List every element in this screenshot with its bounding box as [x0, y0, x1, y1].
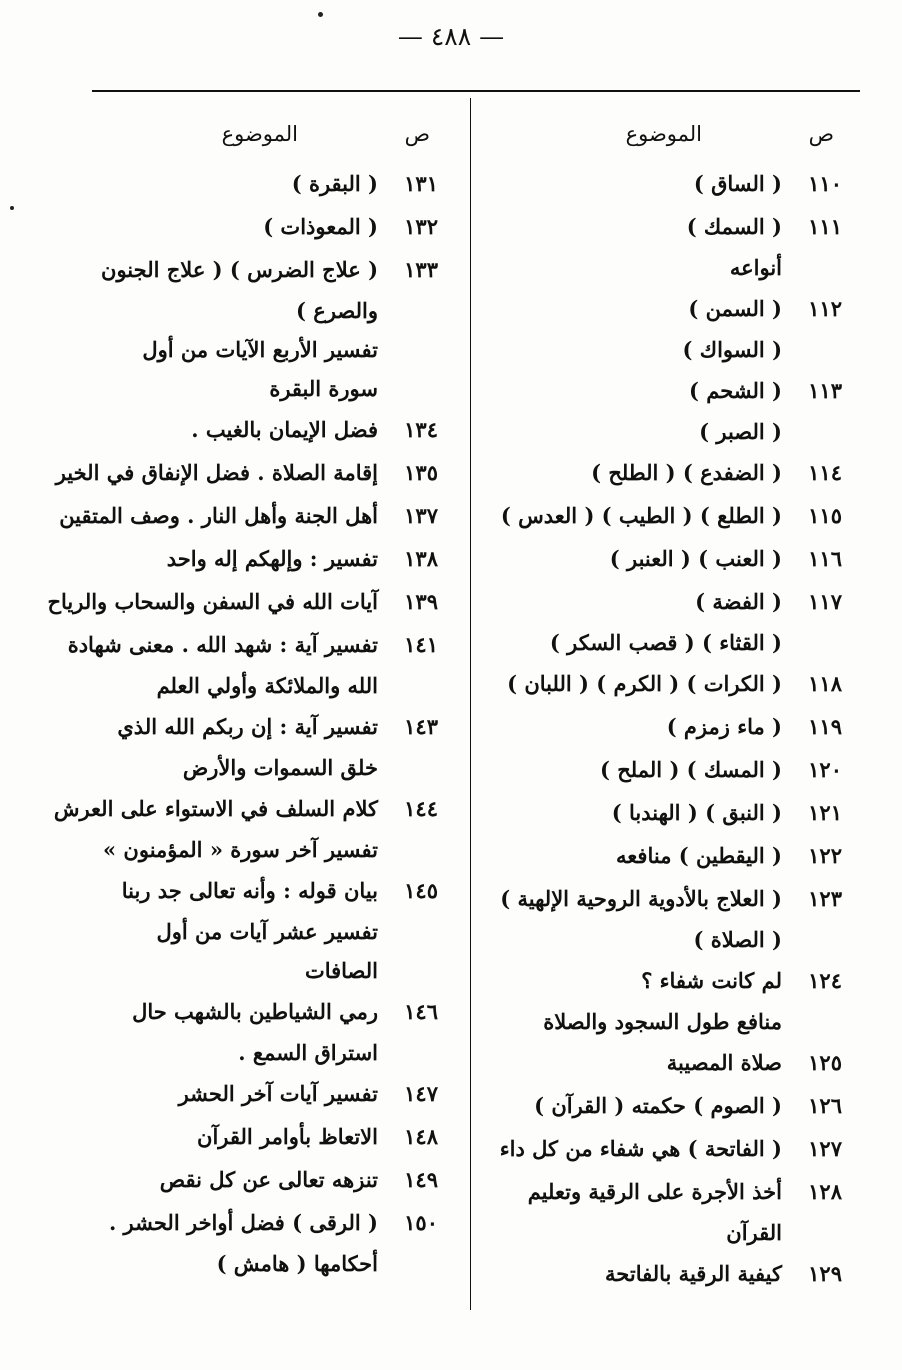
entry-topic	[490, 287, 782, 369]
index-entry	[490, 162, 842, 205]
entry-topic-line: أخذ الأجرة على الرقية وتعليم	[527, 1179, 782, 1204]
entry-page-number: ١٢٨	[808, 1179, 842, 1204]
entry-page-number: ١٢٣	[808, 886, 842, 911]
index-entry	[490, 662, 842, 705]
entry-page-number: ١٣٧	[404, 503, 438, 528]
entry-topic	[92, 1158, 378, 1201]
index-entry	[490, 791, 842, 834]
entry-page-number: ١١٧	[808, 589, 842, 614]
entry-topic	[490, 959, 782, 1041]
entry-topic-line: ( العنب ) ( العنبر )	[609, 546, 782, 571]
index-entry	[490, 877, 842, 959]
entry-topic	[490, 834, 782, 877]
entry-topic-line: أحكامها ( هامش )	[216, 1251, 378, 1276]
index-entry	[92, 248, 438, 408]
entry-topic	[490, 1084, 782, 1127]
entry-page-number: ١٢٥	[808, 1050, 842, 1075]
entry-topic	[92, 1072, 378, 1115]
entry-topic-line: ( الطلع ) ( الطيب ) ( العدس )	[500, 503, 782, 528]
index-entry	[92, 1115, 438, 1158]
heading-page: ص	[808, 122, 834, 146]
entry-page-number: ١١٨	[808, 671, 842, 696]
entry-topic-line: ( الشحم )	[689, 378, 782, 403]
index-column-right	[490, 118, 842, 1295]
entry-topic	[490, 705, 782, 748]
entry-topic-line: ( النبق ) ( الهندبا )	[611, 800, 782, 825]
entry-topic	[490, 1170, 782, 1252]
entry-page-number: ١١١	[808, 214, 842, 239]
entry-page-number: ١٤٥	[404, 878, 438, 903]
entry-topic-line: تفسير آيات آخر الحشر	[178, 1081, 378, 1106]
entry-topic	[59, 494, 378, 537]
entry-page-number: ١٣٥	[404, 460, 438, 485]
entry-page-number: ١٣٩	[404, 589, 438, 614]
index-entry	[92, 205, 438, 248]
print-speck	[318, 12, 323, 17]
entry-topic	[490, 537, 782, 580]
entry-page-number: ١٢٤	[808, 968, 842, 993]
column-heading	[490, 118, 842, 162]
entry-topic-line: إقامة الصلاة . فضل الإنفاق في الخير	[55, 460, 378, 485]
entry-topic	[92, 990, 378, 1072]
entry-page-number: ١٢٦	[808, 1093, 842, 1118]
heading-page: ص	[404, 122, 430, 146]
entry-page-number: ١١٣	[808, 378, 842, 403]
index-entry	[490, 451, 842, 494]
entry-topic-line: تنزهه تعالى عن كل نقص	[159, 1167, 378, 1192]
entry-topic-line: القرآن	[726, 1220, 782, 1245]
heading-topic: الموضوع	[625, 122, 702, 146]
entry-page-number: ١١٩	[808, 714, 842, 739]
index-entry	[490, 748, 842, 791]
entry-topic	[92, 537, 378, 580]
index-entry	[490, 1127, 842, 1170]
entry-topic-line: ( الكرات ) ( الكرم ) ( اللبان )	[507, 671, 782, 696]
entry-topic	[92, 408, 378, 451]
entry-page-number: ١٢٢	[808, 843, 842, 868]
entry-topic-line: ( المسك ) ( الملح )	[600, 757, 782, 782]
entry-page-number: ١٣١	[404, 171, 438, 196]
entry-page-number: ١٤٣	[404, 714, 438, 739]
entry-topic-line: أنواعه	[729, 255, 782, 280]
entry-page-number: ١٤٦	[404, 999, 438, 1024]
entry-topic-line: صلاة المصيبة	[666, 1050, 782, 1075]
index-entry	[67, 623, 438, 705]
entry-page-number: ١١٥	[808, 503, 842, 528]
entry-topic	[54, 787, 378, 869]
column-divider	[470, 98, 471, 1310]
index-entry	[490, 494, 842, 537]
entry-topic	[92, 1201, 378, 1283]
entry-topic-line: تفسير آية : إن ربكم الله الذي	[117, 714, 378, 739]
index-entry	[92, 408, 438, 451]
column-heading	[92, 118, 438, 162]
entry-topic-line: ( السواك )	[682, 337, 782, 362]
index-entry	[92, 869, 438, 990]
entry-topic-line: رمي الشياطين بالشهب حال	[132, 999, 378, 1024]
entry-topic-line: سورة البقرة	[269, 376, 378, 401]
entry-topic-line: تفسير عشر آيات من أول	[156, 919, 378, 944]
index-entry	[490, 205, 842, 287]
index-entry	[490, 959, 842, 1041]
index-entry	[92, 705, 438, 787]
index-entry	[47, 580, 438, 623]
entry-topic-line: تفسير آية : شهد الله . معنى شهادة	[67, 632, 378, 657]
entry-topic-line: تفسير الأربع الآيات من أول	[142, 337, 378, 362]
entry-topic-line: ( علاج الضرس ) ( علاج الجنون	[101, 257, 378, 282]
entry-topic-line: كيفية الرقية بالفاتحة	[605, 1261, 782, 1286]
entry-topic-line: تفسير آخر سورة « المؤمنون »	[103, 837, 378, 862]
index-entry	[53, 787, 438, 869]
header-rule	[92, 90, 860, 92]
entry-topic-line: ( المعوذات )	[263, 214, 378, 239]
index-entry	[490, 1252, 842, 1295]
entry-topic-line: آيات الله في السفن والسحاب والرياح	[47, 589, 378, 614]
entry-page-number: ١٣٣	[404, 257, 438, 282]
entry-topic-line: الاتعاظ بأوامر القرآن	[197, 1124, 378, 1149]
entry-topic-line: استراق السمع .	[238, 1040, 378, 1065]
entry-topic-line: خلق السموات والأرض	[182, 755, 378, 780]
entry-topic	[490, 205, 782, 287]
entry-topic-line: تفسير : وإلهكم إله واحد	[166, 546, 378, 571]
entry-topic	[490, 369, 782, 451]
entry-topic-line: ( ماء زمزم )	[666, 714, 782, 739]
entry-page-number: ١٣٢	[404, 214, 438, 239]
entry-topic-line: أهل الجنة وأهل النار . وصف المتقين	[59, 503, 378, 528]
entry-page-number: ١٤١	[404, 632, 438, 657]
entry-topic-line: ( السمك )	[686, 214, 782, 239]
index-entry	[490, 287, 842, 369]
page-number: — ٤٨٨ —	[397, 22, 505, 51]
entry-page-number: ١١٠	[808, 171, 842, 196]
entry-topic	[92, 248, 378, 408]
entry-topic-line: ( العلاج بالأدوية الروحية الإلهية )	[500, 886, 782, 911]
index-entry	[92, 1158, 438, 1201]
entry-topic	[490, 791, 782, 834]
entry-topic-line: ( الساق )	[693, 171, 782, 196]
entry-topic-line: ( الفضة )	[695, 589, 782, 614]
entry-page-number: ١٤٤	[404, 796, 438, 821]
index-entry	[490, 580, 842, 662]
entry-page-number: ١٣٨	[404, 546, 438, 571]
entry-topic	[490, 494, 782, 537]
entry-topic-line: ( البقرة )	[291, 171, 378, 196]
index-entry	[490, 369, 842, 451]
entry-topic	[490, 1252, 782, 1295]
entry-topic	[490, 162, 782, 205]
entry-topic-line: كلام السلف في الاستواء على العرش	[53, 796, 378, 821]
entry-topic	[490, 1127, 782, 1170]
entry-topic-line: والصرع )	[296, 298, 378, 323]
entry-page-number: ١١٢	[808, 296, 842, 321]
index-entry	[490, 705, 842, 748]
entry-page-number: ١٢٩	[808, 1261, 842, 1286]
entry-topic	[92, 1115, 378, 1158]
entry-topic-line: ( الضفدع ) ( الطلح )	[591, 460, 782, 485]
entry-topic	[92, 205, 378, 248]
entry-topic	[490, 580, 782, 662]
index-entry	[490, 537, 842, 580]
index-entries	[490, 162, 842, 1295]
index-entry	[490, 1084, 842, 1127]
entry-topic-line: ( الصوم ) حكمته ( القرآن )	[534, 1093, 782, 1118]
entry-topic-line: ( اليقطين ) منافعه	[616, 843, 782, 868]
entry-topic	[92, 705, 378, 787]
entry-topic-line: ( القثاء ) ( قصب السكر )	[549, 630, 782, 655]
entry-page-number: ١٤٧	[404, 1081, 438, 1106]
entry-topic	[56, 451, 378, 494]
entry-topic	[47, 580, 378, 623]
index-entry	[92, 1201, 438, 1283]
entry-page-number: ١٢٧	[808, 1136, 842, 1161]
entry-topic-line: فضل الإيمان بالغيب .	[191, 417, 378, 442]
entry-topic-line: الله والملائكة وأولي العلم	[156, 673, 378, 698]
entry-topic-line: ( الرقى ) فضل أواخر الحشر .	[108, 1210, 378, 1235]
index-entry	[92, 1072, 438, 1115]
entry-topic	[490, 877, 782, 959]
entry-topic-line: بيان قوله : وأنه تعالى جد ربنا	[121, 878, 378, 903]
entry-topic-line: ( الصبر )	[699, 419, 782, 444]
entry-topic	[490, 1041, 782, 1084]
entry-topic-line: ( الصلاة )	[693, 927, 782, 952]
entry-page-number: ١١٤	[808, 460, 842, 485]
entry-topic-line: منافع طول السجود والصلاة	[543, 1009, 782, 1034]
entry-page-number: ١٤٨	[404, 1124, 438, 1149]
index-entries	[47, 162, 438, 1283]
entry-topic	[490, 748, 782, 791]
index-entry	[55, 451, 438, 494]
heading-topic: الموضوع	[221, 122, 298, 146]
entry-page-number: ١٢١	[808, 800, 842, 825]
entry-topic	[92, 162, 378, 205]
entry-page-number: ١٥٠	[404, 1210, 438, 1235]
entry-topic-line: ( السمن )	[688, 296, 782, 321]
print-speck	[10, 206, 14, 210]
entry-page-number: ١٤٩	[404, 1167, 438, 1192]
index-entry	[490, 1170, 842, 1252]
entry-page-number: ١١٦	[808, 546, 842, 571]
index-entry	[92, 537, 438, 580]
entry-topic	[490, 662, 782, 705]
entry-topic-line: الصافات	[304, 958, 378, 983]
index-entry	[59, 494, 438, 537]
entry-topic	[490, 451, 782, 494]
entry-topic	[92, 869, 378, 990]
entry-page-number: ١٣٤	[404, 417, 438, 442]
index-entry	[92, 162, 438, 205]
entry-page-number: ١٢٠	[808, 757, 842, 782]
index-entry	[490, 1041, 842, 1084]
entry-topic-line: ( الفاتحة ) هي شفاء من كل داء	[499, 1136, 782, 1161]
index-entry	[92, 990, 438, 1072]
index-entry	[490, 834, 842, 877]
entry-topic-line: لم كانت شفاء ؟	[641, 968, 782, 993]
index-column-left	[47, 118, 438, 1283]
entry-topic	[68, 623, 378, 705]
